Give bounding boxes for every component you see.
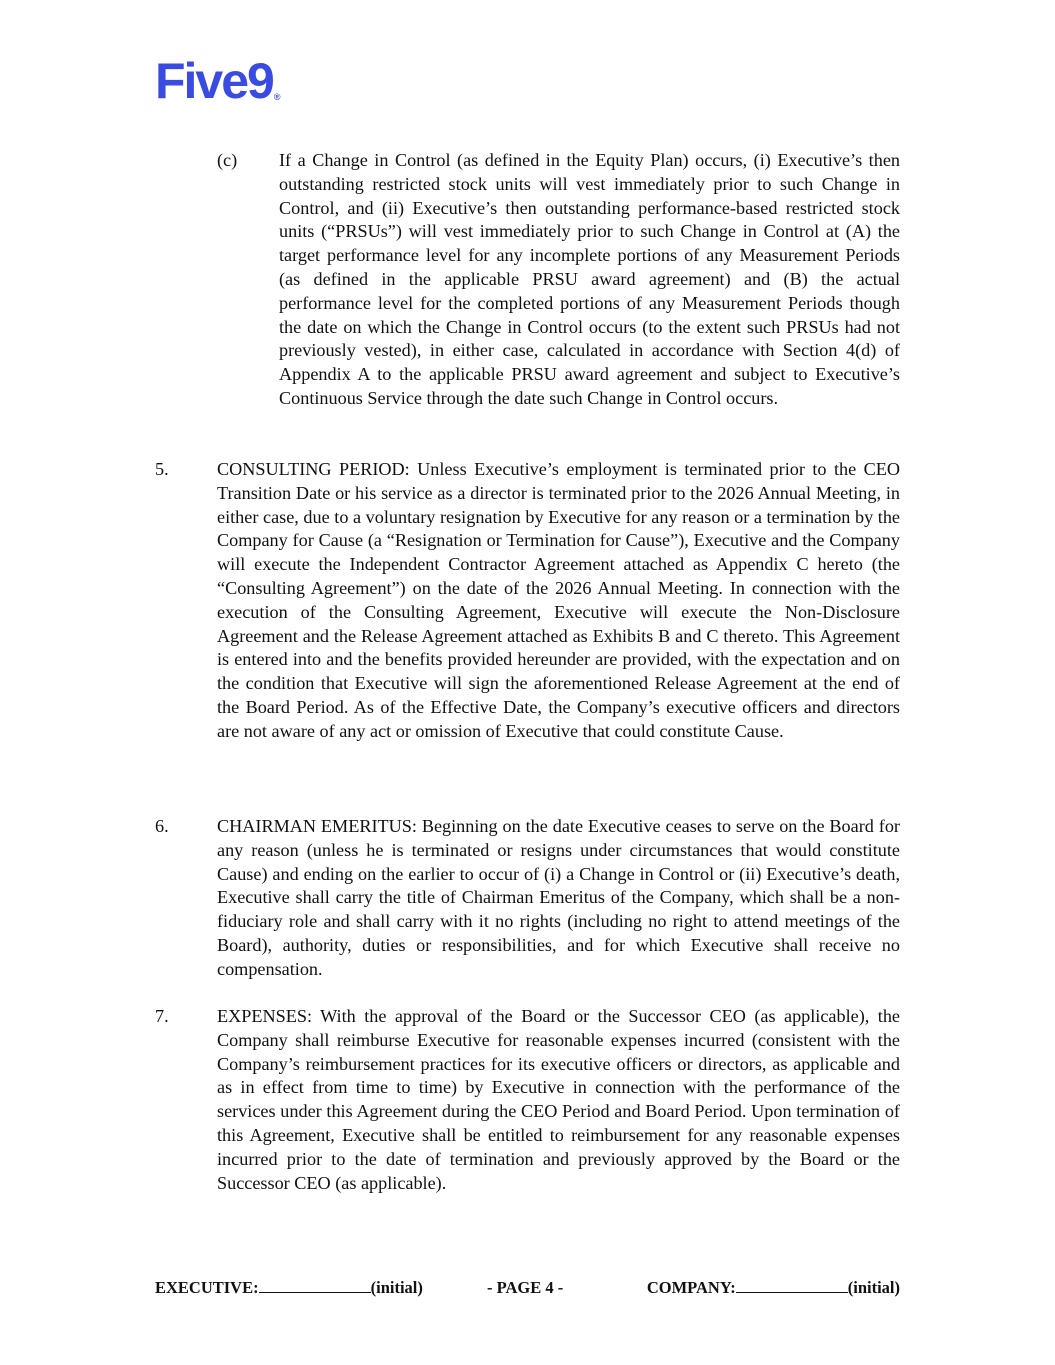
executive-initial-block bbox=[155, 1276, 423, 1300]
executive-initial-label: (initial) bbox=[370, 1278, 423, 1297]
executive-label: EXECUTIVE: bbox=[155, 1278, 259, 1297]
page-footer bbox=[155, 1276, 900, 1300]
five9-logo bbox=[155, 53, 281, 109]
section-7-text: EXPENSES: With the approval of the Board or the Successor CEO (as applicable), the Company shall reimburse Executive for reasonable expenses incurred (consistent with the Company’s reimbursement practices for its executive officers or directors, as applicable and as in effect from time to time) by Executive in connection with the performance of the services under this Agreement during the CEO Period and Board Period. Upon termination of this Agreement, Executive shall be entitled to reimbursement for any reasonable expenses incurred prior to the date of termination and previously approved by the Board or the Successor CEO (as applicable). bbox=[217, 1006, 900, 1193]
section-c-text: If a Change in Control (as defined in the Equity Plan) occurs, (i) Executive’s then outstanding restricted stock units will vest immediately prior to such Change in Control, and (ii) Executive’s then outstanding performance-based restricted stock units (“PRSUs”) will vest immediately prior to such Change in Control at (A) the target performance level for any incomplete portions of any Measurement Periods (as defined in the applicable PRSU award agreement) and (B) the actual performance level for the completed portions of any Measurement Periods though the date on which the Change in Control occurs (to the extent such PRSUs had not previously vested), in either case, calculated in accordance with Section 4(d) of Appendix A to the applicable PRSU award agreement and subject to Executive’s Continuous Service through the date such Change in Control occurs. bbox=[279, 150, 900, 408]
registered-mark: ® bbox=[273, 92, 281, 102]
section-number-c: (c) bbox=[217, 150, 238, 170]
company-label: COMPANY: bbox=[646, 1278, 736, 1297]
logo-text: Five9 bbox=[155, 53, 273, 109]
page-number: - PAGE 4 - bbox=[487, 1278, 564, 1297]
executive-initial-line bbox=[259, 1276, 371, 1293]
section-number-5: 5. bbox=[155, 459, 169, 479]
company-initial-label: (initial) bbox=[847, 1278, 900, 1297]
section-number-7: 7. bbox=[155, 1006, 169, 1026]
section-5-text: CONSULTING PERIOD: Unless Executive’s employment is terminated prior to the CEO Transition Date or his service as a director is terminated prior to the 2026 Annual Meeting, in either case, due to a voluntary resignation by Executive for any reason or a termination by the Company for Cause (a “Resignation or Termination for Cause”), Executive and the Company will execute the Independent Contractor Agreement attached as Appendix C hereto (the “Consulting Agreement”) on the date of the 2026 Annual Meeting. In connection with the execution of the Consulting Agreement, Executive will execute the Non-Disclosure Agreement and the Release Agreement attached as Exhibits B and C thereto. This Agreement is entered into and the benefits provided hereunder are provided, with the expectation and on the condition that Executive will sign the aforementioned Release Agreement at the end of the Board Period. As of the Effective Date, the Company’s executive officers and directors are not aware of any act or omission of Executive that could constitute Cause. bbox=[217, 459, 900, 741]
company-initial-block bbox=[647, 1276, 900, 1300]
company-initial-line bbox=[736, 1276, 848, 1293]
section-6-text: CHAIRMAN EMERITUS: Beginning on the date Executive ceases to serve on the Board for any reason (unless he is terminated or resigns under circumstances that would constitute Cause) and ending on the earlier to occur of (i) a Change in Control or (ii) Executive’s death, Executive shall carry the title of Chairman Emeritus of the Company, which shall be a non-fiduciary role and shall carry with it no rights (including no right to attend meetings of the Board), authority, duties or responsibilities, and for which Executive shall receive no compensation. bbox=[217, 816, 900, 979]
section-number-6: 6. bbox=[155, 816, 169, 836]
